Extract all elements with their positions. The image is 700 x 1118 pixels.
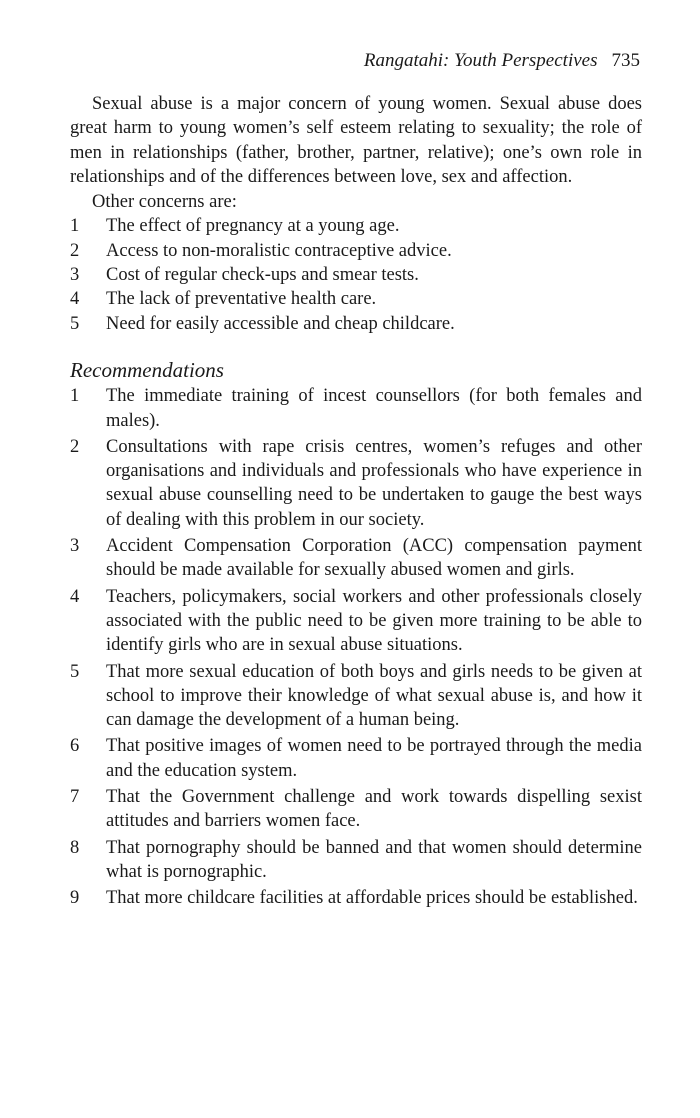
list-item: [70, 785, 642, 834]
item-text: That more sexual education of both boys and girls needs to be given at school to improve their knowledge of what sexual abuse is, and how it can damage the development of a human being.: [106, 661, 642, 731]
list-item: [70, 585, 642, 658]
list-item: [70, 534, 642, 583]
running-header: [364, 50, 640, 72]
list-item: [70, 239, 642, 263]
recommendations-list: [70, 384, 642, 910]
item-number: 5: [70, 661, 80, 682]
section-heading-recommendations: Recommendations: [70, 357, 224, 382]
item-number: 1: [70, 386, 80, 407]
item-number: 1: [70, 216, 80, 237]
item-number: 8: [70, 837, 80, 858]
item-text: Consultations with rape crisis centres, women’s refuges and other organisations and individuals and professionals who have experience in sexual abuse counselling need to be undertaken to gauge the best ways of dealing with this problem in our society.: [106, 436, 642, 530]
item-text: The immediate training of incest counsellors (for both females and males).: [106, 386, 642, 431]
list-item: [70, 384, 642, 433]
item-number: 5: [70, 313, 80, 334]
list-item: [70, 263, 642, 287]
item-number: 6: [70, 736, 80, 757]
list-item: [70, 435, 642, 532]
page-body: [70, 92, 642, 913]
item-number: 2: [70, 436, 80, 457]
concerns-lead-in: Other concerns are:: [92, 192, 237, 213]
item-text: Need for easily accessible and cheap childcare.: [106, 313, 455, 334]
list-item: [70, 886, 642, 910]
item-text: That pornography should be banned and that women should determine what is pornographic.: [106, 837, 642, 882]
list-item: [70, 312, 642, 336]
item-number: 9: [70, 888, 80, 909]
item-text: Teachers, policymakers, social workers and other professionals closely associated with the public need to be given more training to be able to identify girls who are in sexual abuse situations.: [106, 586, 642, 656]
item-text: Access to non-moralistic contraceptive advice.: [106, 240, 452, 261]
running-title: Rangatahi: Youth Perspectives: [363, 50, 598, 71]
item-text: Accident Compensation Corporation (ACC) compensation payment should be made available for sexually abused women and girls.: [106, 536, 642, 581]
item-text: Cost of regular check-ups and smear tests.: [106, 265, 419, 286]
item-number: 3: [70, 265, 80, 286]
item-number: 3: [70, 536, 80, 557]
item-number: 4: [70, 586, 80, 607]
list-item: [70, 287, 642, 311]
list-item: [70, 660, 642, 733]
item-text: That more childcare facilities at affordable prices should be established.: [106, 888, 638, 909]
intro-paragraph: Sexual abuse is a major concern of young women. Sexual abuse does great harm to young women’s self esteem relating to sexuality; the role of men in relationships (father, brother, partner, relative); one’s own role in relationships and of the differences between love, sex and affection.: [70, 94, 642, 187]
list-item: [70, 734, 642, 783]
item-text: The effect of pregnancy at a young age.: [106, 216, 400, 237]
list-item: [70, 836, 642, 885]
concerns-list: [70, 214, 642, 335]
page-number: 735: [611, 50, 640, 71]
item-number: 2: [70, 240, 80, 261]
item-number: 4: [70, 289, 80, 310]
item-text: That positive images of women need to be portrayed through the media and the education system.: [106, 736, 642, 781]
item-number: 7: [70, 787, 80, 808]
item-text: The lack of preventative health care.: [106, 289, 377, 310]
list-item: [70, 214, 642, 238]
item-text: That the Government challenge and work towards dispelling sexist attitudes and barriers women face.: [106, 787, 642, 832]
